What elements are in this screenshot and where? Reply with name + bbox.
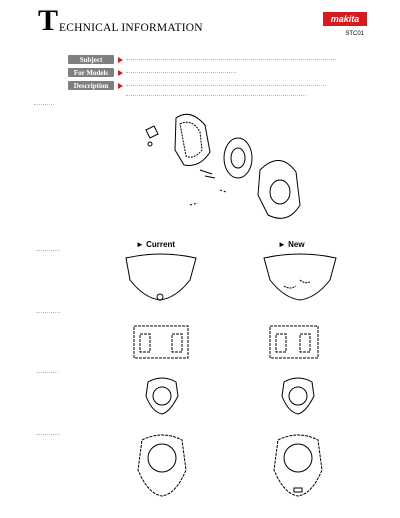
description-label: Description bbox=[68, 81, 114, 90]
new-housing-drawing bbox=[274, 435, 322, 496]
subject-label: Subject bbox=[68, 55, 114, 64]
current-bracket-drawing bbox=[134, 326, 188, 358]
new-arrow-icon: ► bbox=[278, 240, 289, 249]
title-initial: T bbox=[38, 4, 59, 37]
current-cover-drawing bbox=[126, 254, 196, 300]
current-arrow-icon: ► bbox=[136, 240, 147, 249]
column-new-label: New bbox=[288, 240, 305, 249]
current-housing-drawing bbox=[138, 435, 186, 496]
page-title: ECHNICAL INFORMATION bbox=[59, 22, 203, 34]
exploded-view-drawing bbox=[146, 114, 300, 218]
new-cover-drawing bbox=[264, 254, 336, 300]
brand-logo: makita bbox=[323, 12, 367, 26]
new-ring-drawing bbox=[282, 378, 314, 414]
new-bracket-drawing bbox=[270, 326, 318, 358]
document-code: STC01 bbox=[345, 31, 364, 37]
for-models-label: For Models bbox=[68, 68, 114, 77]
column-current-label: Current bbox=[146, 240, 176, 249]
current-ring-drawing bbox=[146, 378, 178, 414]
